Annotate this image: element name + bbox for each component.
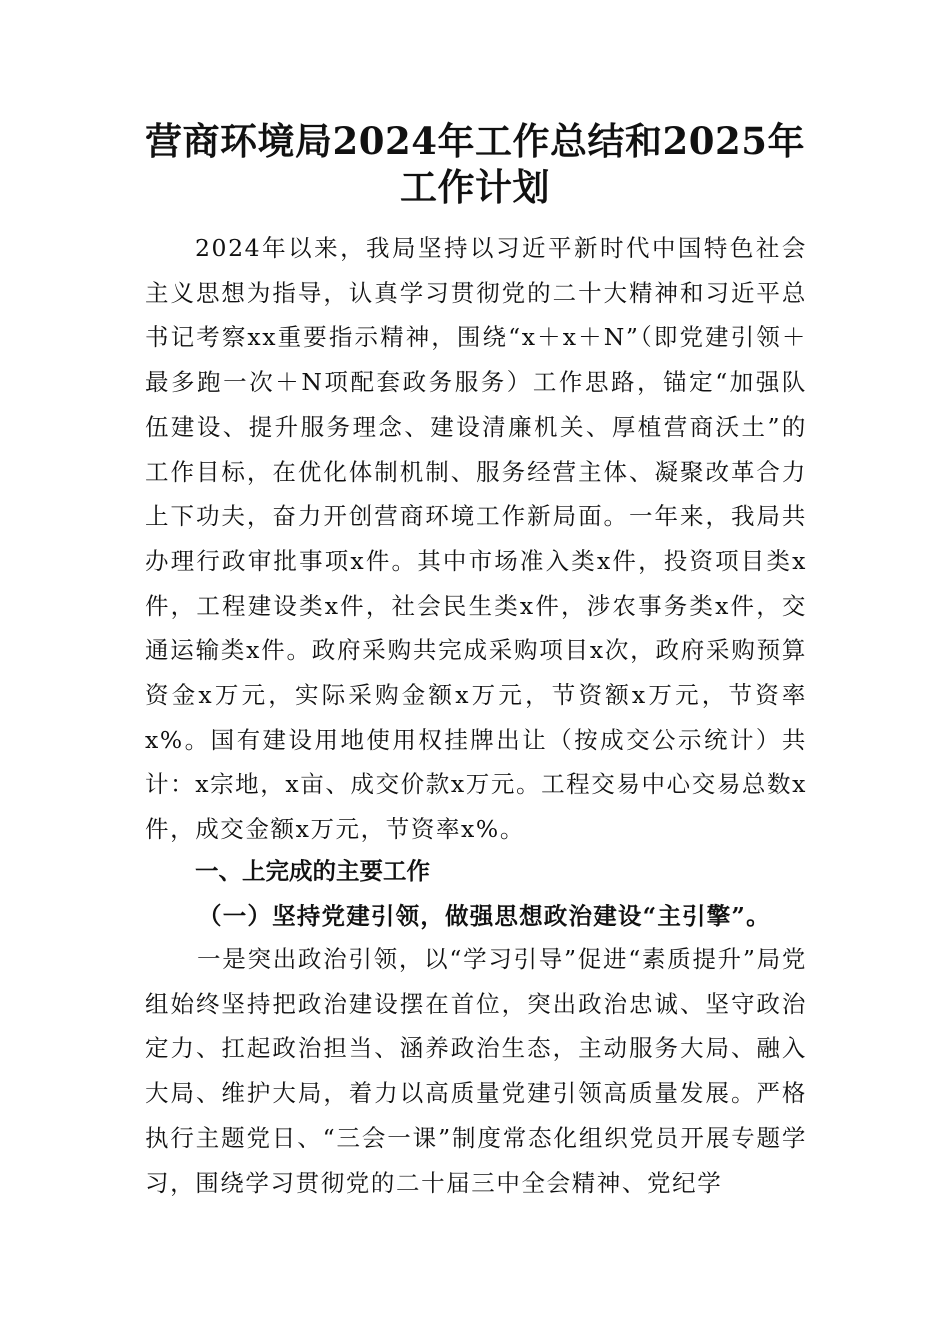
- subsection-heading: （一）坚持党建引领，做强思想政治建设“主引擎”。: [198, 902, 771, 930]
- section-heading: 一、上完成的主要工作: [195, 857, 430, 885]
- intro-paragraph: 2024年以来，我局坚持以习近平新时代中国特色社会主义思想为指导，认真学习贯彻党的二十大精神和习近平总书记考察xx重要指示精神，围绕“x＋x＋N”（即党建引领＋最多跑一次＋N项配套政务服务）工作思路，锚定“加强队伍建设、提升服务理念、建设清廉机关、厚植营商沃土”的工作目标，在优化体制机制、服务经营主体、凝聚改革合力上下功夫，奋力开创营商环境工作新局面。一年来，我局共办理行政审批事项x件。其中市场准入类x件，投资项目类x件，工程建设类x件，社会民生类x件，涉农事务类x件，交通运输类x件。政府采购共完成采购项目x次，政府采购预算资金x万元，实际采购金额x万元，节资额x万元，节资率x%。国有建设用地使用权挂牌出让（按成交公示统计）共计：x宗地，x亩、成交价款x万元。工程交易中心交易总数x件，成交金额x万元，节资率x%。: [145, 234, 807, 844]
- document-title: 营商环境局2024年工作总结和2025年工作计划: [145, 119, 805, 209]
- body-paragraph: 一是突出政治引领，以“学习引导”促进“素质提升”局党组始终坚持把政治建设摆在首位，突出政治忠诚、坚守政治定力、扛起政治担当、涵养政治生态，主动服务大局、融入大局、维护大局，着力以高质量党建引领高质量发展。严格执行主题党日、“三会一课”制度常态化组织党员开展专题学习，围绕学习贯彻党的二十届三中全会精神、党纪学: [145, 945, 807, 1197]
